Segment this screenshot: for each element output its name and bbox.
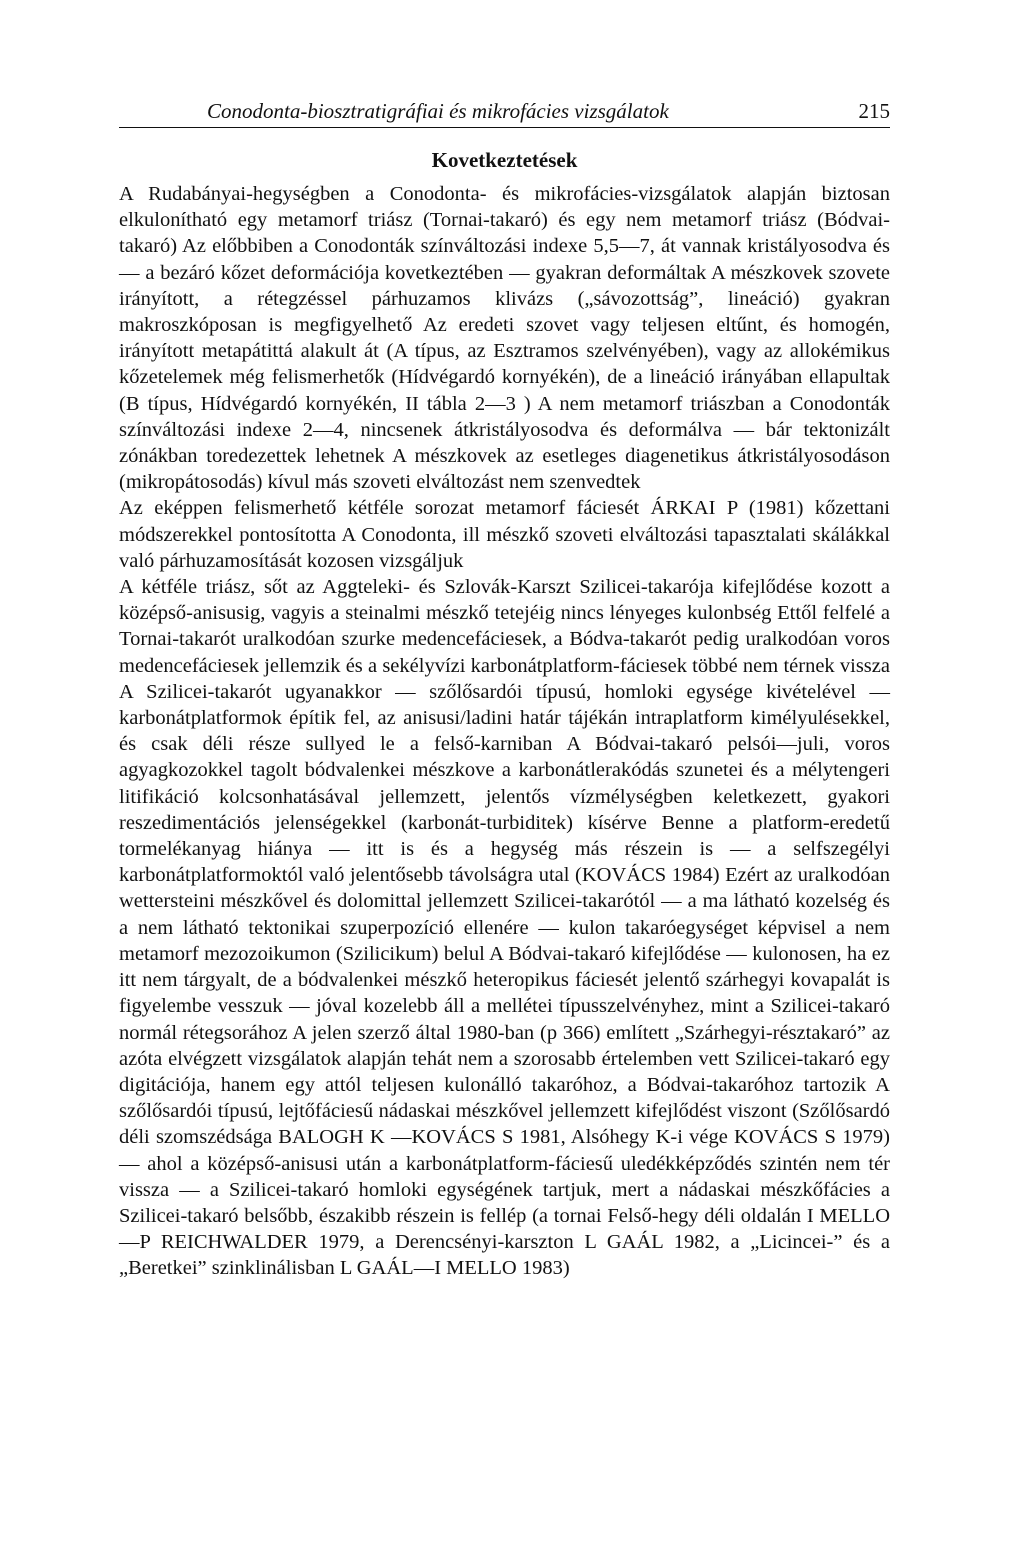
- paragraph-2: Az eképpen felismerhető kétféle sorozat metamorf fáciesét ÁRKAI P (1981) kőzettani módszerekkel pontosította A Conodonta, ill mészkő szoveti elváltozási tapasztalati skálákkal való párhuzamosítását kozosen vizsgáljuk: [119, 497, 890, 572]
- body-text: [119, 181, 890, 1282]
- page-number: 215: [858, 99, 890, 123]
- paragraph-1: A Rudabányai-hegységben a Conodonta- és mikrofácies-vizsgálatok alapján biztosan elkulonítható egy metamorf triász (Tornai-takaró) és egy nem metamorf triász (Bódvai-takaró) Az előbbiben a Conodonták színváltozási indexe 5,5—7, át vannak kristályosodva és — a bezáró kőzet deformációja kovetkeztében — gyakran deformáltak A mészkovek szovete irányított, a rétegzéssel párhuzamos klivázs („sávozottság”, lineáció) gyakran makroszkóposan is megfigyelhető Az eredeti szovet vagy teljesen eltűnt, és homogén, irányított metapátittá alakult át (A típus, az Esztramos szelvényében), vagy az allokémikus kőzetelemek még felismerhetők (Hídvégardó kornyékén), de a lineáció irányában ellapultak (B típus, Hídvégardó kornyékén, II tábla 2—3 ) A nem metamorf triászban a Conodonták színváltozási indexe 2—4, nincsenek átkristályosodva és deformálva — bár tektonizált zónákban toredezettek lehetnek A mészkovek az esetleges diagenetikus átkristályosodáson (mikropátosodás) kívul más szoveti elváltozást nem szenvedtek: [119, 183, 890, 494]
- header-rule: [119, 127, 890, 128]
- running-head: [119, 98, 890, 124]
- running-title: Conodonta-biosztratigráfiai és mikrofácies vizsgálatok: [207, 99, 669, 123]
- section-heading: Kovetkeztetések: [431, 148, 578, 172]
- paragraph-3: A kétféle triász, sőt az Aggteleki- és Szlovák-Karszt Szilicei-takarója kifejlődése kozott a középső-anisusig, vagyis a steinalmi mészkő tetejéig nincs lényeges kulonbség Ettől felfelé a Tornai-takarót uralkodóan szurke medencefáciesek, a Bódva-takarót pedig uralkodóan voros medencefáciesek jellemzik és a sekélyvízi karbonátplatform-fáciesek többé nem térnek vissza A Szilicei-takarót ugyanakkor — szőlősardói típusú, homloki egysége kivételével — karbonátplatformok építik fel, az anisusi/ladini határ tájékán intraplatform kimélyulésekkel, és csak déli része sullyed le a felső-karniban A Bódvai-takaró pelsói—juli, voros agyagkozokkel tagolt bódvalenkei mészkove a karbonátlerakódás szunetei és a mélytengeri litifikáció kolcsonhatásával jellemzett, jelentős vízmélységben keletkezett, gyakori reszedimentációs jelenségekkel (karbonát-turbiditek) kísérve Benne a platform-eredetű tormelékanyag hiánya — itt is és a hegység más részein is — a selfszegélyi karbonátplatformoktól való jelentősebb távolságra utal (KOVÁCS 1984) Ezért az uralkodóan wettersteini mészkővel és dolomittal jellemzett Szilicei-takarótól — a ma látható kozelség és a nem látható tektonikai szuperpozíció ellenére — kulon takaróegységet képvisel a nem metamorf mezozoikumon (Szilicikum) belul A Bódvai-takaró kifejlődése — kulonosen, ha ez itt nem tárgyalt, de a bódvalenkei mészkő heteropikus fáciesét jelentő szárhegyi kovapalát is figyelembe vesszuk — jóval kozelebb áll a mellétei típusszelvényhez, mint a Szilicei-takaró normál rétegsorához A jelen szerző által 1980-ban (p 366) említett „Szárhegyi-résztakaró” az azóta elvégzett vizsgálatok alapján tehát nem a szorosabb értelemben vett Szilicei-takaró egy digitációja, hanem egy attól teljesen kulonálló takaróhoz, a Bódvai-takaróhoz tartozik A szőlősardói típusú, lejtőfáciesű nádaskai mészkővel jellemzett kifejlődést viszont (Szőlősardó déli szomszédsága BALOGH K —KOVÁCS S 1981, Alsóhegy K-i vége KOVÁCS S 1979) — ahol a középső-anisusi után a karbonátplatform-fáciesű uledékképződés szintén nem tér vissza — a Szilicei-takaró homloki egységének tartjuk, mert a nádaskai mészkőfácies a Szilicei-takaró belsőbb, északibb részein is fellép (a tornai Felső-hegy déli oldalán I MELLO—P REICHWALDER 1979, a Derencsényi-karszton L GAÁL 1982, a „Licincei-” és a „Beretkei” szinklinálisban L GAÁL—I MELLO 1983): [119, 576, 890, 1280]
